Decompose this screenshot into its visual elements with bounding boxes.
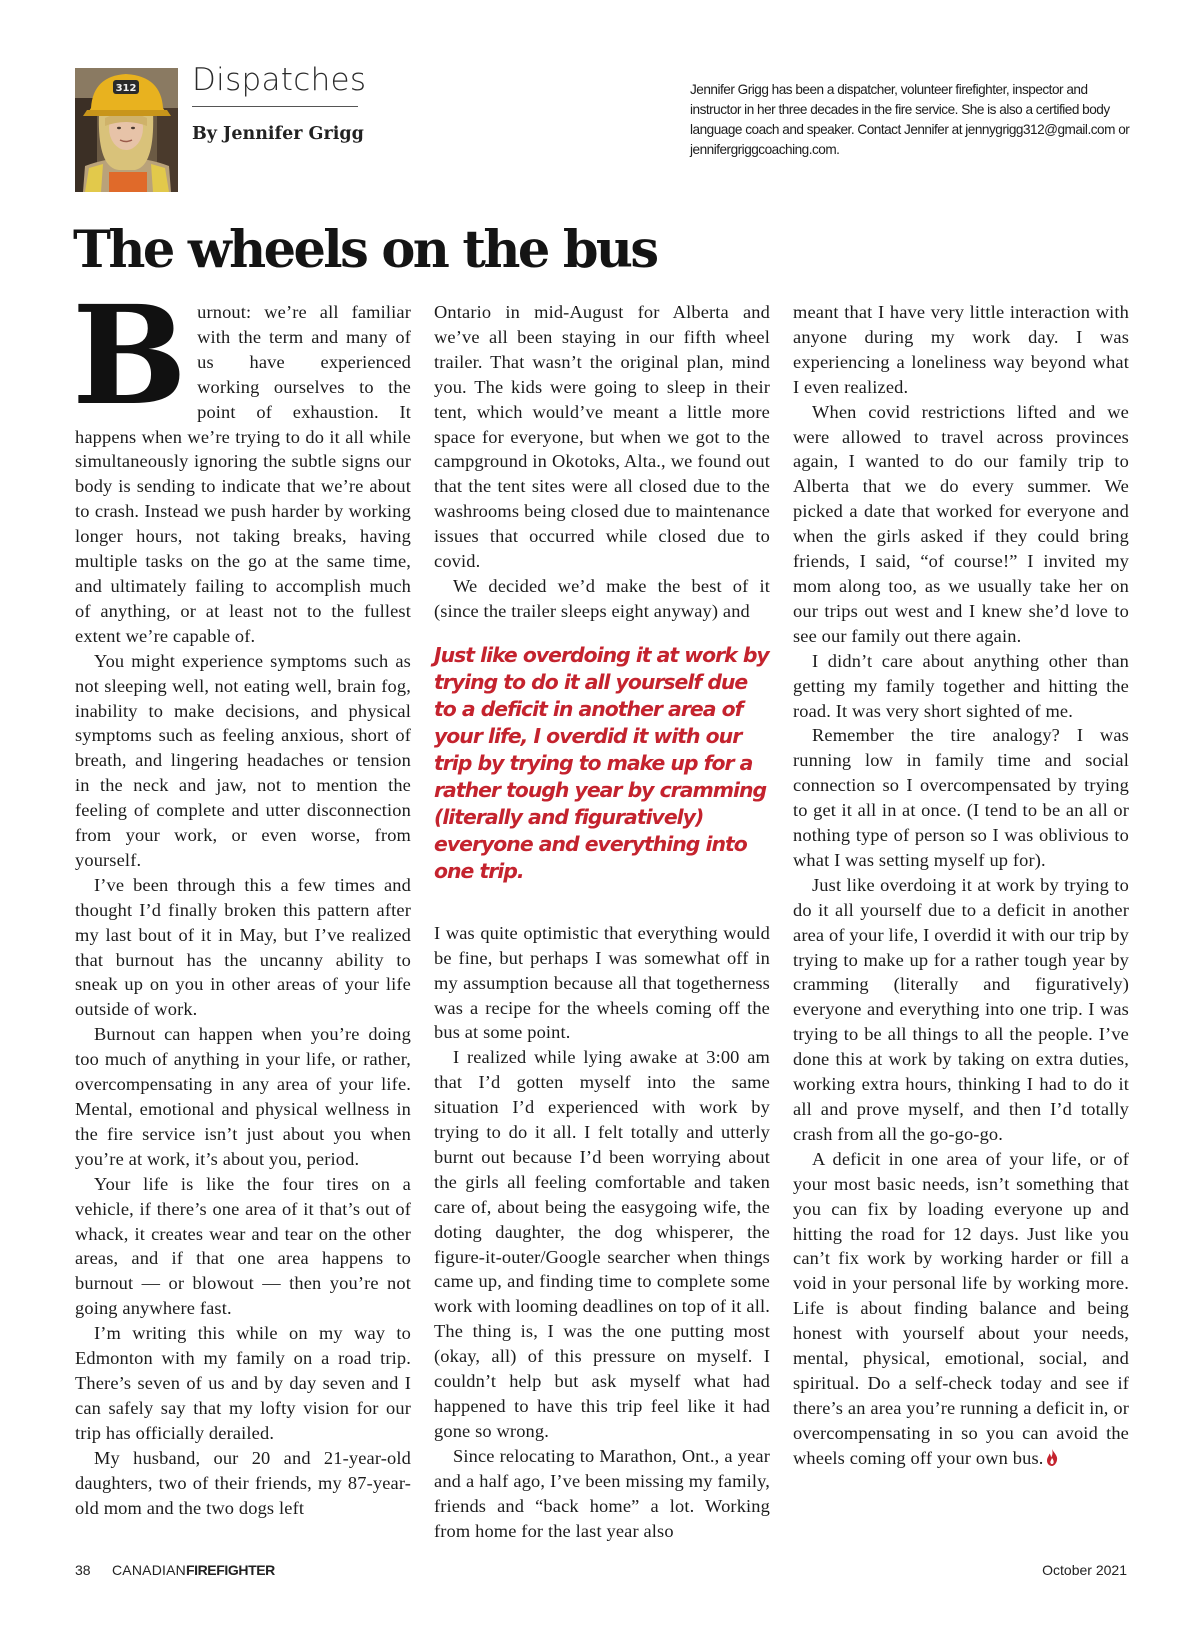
paragraph: You might experience symptoms such as not sleeping well, not eating well, brain fog, inability to make decisions, and physical symptoms such as feeling anxious, short of breath, and lingering headaches or tension in the neck and jaw, not to mention the feeling of complete and utter disconnection from your work, or even worse, from yourself. <box>75 650 411 870</box>
drop-cap: B <box>72 276 188 436</box>
paragraph: I was quite optimistic that everything would be fine, but perhaps I was somewhat off in my assumption because all that togetherness was a recipe for the wheels coming off the bus at some point. <box>434 922 770 1043</box>
article-title: The wheels on the bus <box>73 220 657 280</box>
magazine-name-prefix: CANADIAN <box>112 1562 186 1578</box>
byline: By Jennifer Grigg <box>192 124 364 144</box>
paragraph: When covid restrictions lifted and we were allowed to travel across provinces again, I wanted to do our family trip to Alberta that we do every summer. We picked a date that worked for everyone and when the girls asked if they could bring friends, I said, “of course!” I invited my mom along too, as we usually take her on our trips out west and I knew she’d love to see our family out there again. <box>793 401 1129 646</box>
magazine-name-bold: FIREFIGHTER <box>185 1562 275 1578</box>
paragraph: I’m writing this while on my way to Edmonton with my family on a road trip. There’s seven of us and by day seven and I can safely say that my lofty vision for our trip has officially derailed. <box>75 1323 411 1443</box>
paragraph-text: A deficit in one area of your life, or of your most basic needs, isn’t something that you can fix by loading everyone up and hitting the road for 12 days. Just like you can’t fix work by working harder or fill a void in your personal life by working more. Life is about finding balance and being honest with yourself about your needs, mental, physical, emotional, social, and spiritual. Do a self-check today and see if there’s an area you’re running a deficit in, or overcompensating in so you can avoid the wheels coming off your own bus. <box>793 1148 1129 1468</box>
paragraph: I’ve been through this a few times and thought I’d finally broken this pattern after my last bout of it in May, but I’ve realized that burnout has the uncanny ability to sneak up on you in other areas of your life outside of work. <box>75 874 411 1020</box>
paragraph: meant that I have very little interaction with anyone during my work day. I was experiencing a loneliness way beyond what I even realized. <box>793 302 1129 397</box>
paragraph: Your life is like the four tires on a vehicle, if there’s one area of it that’s out of whack, it creates wear and tear on the other areas, and if that one area happens to burnout — or blowout — then you’re not going anywhere fast. <box>75 1173 411 1319</box>
helmet-number: 312 <box>115 83 137 94</box>
section-divider <box>192 106 358 107</box>
paragraph: Just like overdoing it at work by trying to do it all yourself due to a deficit in another area of your life, I overdid it with our trip by trying to make up for a rather tough year by cramming (literally and figuratively) everyone and everything into one trip. I was trying to be all things to all the people. I’ve done this at work by taking on extra duties, working extra hours, thinking I had to do it all and prove myself, and then I’d totally crash from all the go-go-go. <box>793 874 1129 1144</box>
paragraph: Since relocating to Marathon, Ont., a year and a half ago, I’ve been missing my family, friends and “back home” a lot. Working from home for the last year also <box>434 1445 770 1541</box>
paragraph <box>793 1147 1129 1471</box>
page-footer <box>75 1560 1127 1582</box>
paragraph: My husband, our 20 and 21-year-old daughters, two of their friends, my 87-year-old mom and the two dogs left <box>75 1447 411 1518</box>
section-title: Dispatches <box>192 62 367 98</box>
flame-icon <box>1046 1449 1058 1466</box>
magazine-name <box>112 1562 275 1578</box>
paragraph-text: urnout: we’re all familiar with the term and many of us have experienced working ourselves to the point of exhaustion. It happens when we’re trying to do it all while simultaneously ignoring the subtle signs our body is sending to indicate that we’re about to crash. Instead we push harder by working longer hours, not taking breaks, having multiple tasks on the go at the same time, and ultimately failing to accomplish much of anything, or at least not to the fullest extent we’re capable of. <box>75 302 411 646</box>
paragraph: Ontario in mid-August for Alberta and we’ve all been staying in our fifth wheel trailer. That wasn’t the original plan, mind you. The kids were going to sleep in their tent, which would’ve meant a little more space for everyone, but when we got to the campground in Okotoks, Alta., we found out that the tent sites were all closed due to the washrooms being closed due to maintenance issues that occurred while closed due to covid. <box>434 302 770 572</box>
author-photo-illustration <box>75 68 178 192</box>
page-number: 38 <box>75 1562 91 1578</box>
paragraph: Burnout can happen when you’re doing too much of anything in your life, or rather, overcompensating in any area of your life. Mental, emotional and physical wellness in the fire service isn’t just about you when you’re at work, it’s about you, period. <box>75 1024 411 1169</box>
article-column-3 <box>793 300 1129 1471</box>
article-column-1 <box>72 276 411 1520</box>
pull-quote: Just like overdoing it at work by trying to do it all yourself due to a deficit in another area of your life, I overdid it with our trip by trying to make up for a rather tough year by cramming (literally and figuratively) everyone and everything into one trip. <box>434 642 769 883</box>
paragraph: I didn’t care about anything other than getting my family together and hitting the road. It was very short sighted of me. <box>793 650 1129 721</box>
paragraph: I realized while lying awake at 3:00 am that I’d gotten myself into the same situation I’d experienced with work by trying to do it all. I felt totally and utterly burnt out because I’d been worrying about the girls all feeling comfortable and taken care of, about being the easygoing wife, the doting daughter, the dog whisperer, the figure-it-outer/Google searcher when things came up, and finding time to complete some work with looming deadlines on top of it all. The thing is, I was the one putting most (okay, all) of this pressure on myself. I couldn’t help but ask myself what had happened to have this trip feel like it had gone so wrong. <box>434 1047 770 1441</box>
paragraph <box>72 276 411 649</box>
article-column-2 <box>434 300 770 1543</box>
paragraph: We decided we’d make the best of it (since the trailer sleeps eight anyway) and <box>434 575 770 621</box>
author-bio: Jennifer Grigg has been a dispatcher, volunteer firefighter, inspector and instructor in her three decades in the fire service. She is also a certified body language coach and speaker. Contact Jennifer at jennygrigg312@gmail.com or jennifergriggcoaching.com. <box>690 82 1130 157</box>
paragraph: Remember the tire analogy? I was running low in family time and social connection so I overcompensated by trying to get it all in at once. (I tend to be an all or nothing type of person so I was oblivious to what I was setting myself up for). <box>793 725 1129 870</box>
issue-date: October 2021 <box>1042 1562 1127 1578</box>
author-photo <box>75 68 178 192</box>
